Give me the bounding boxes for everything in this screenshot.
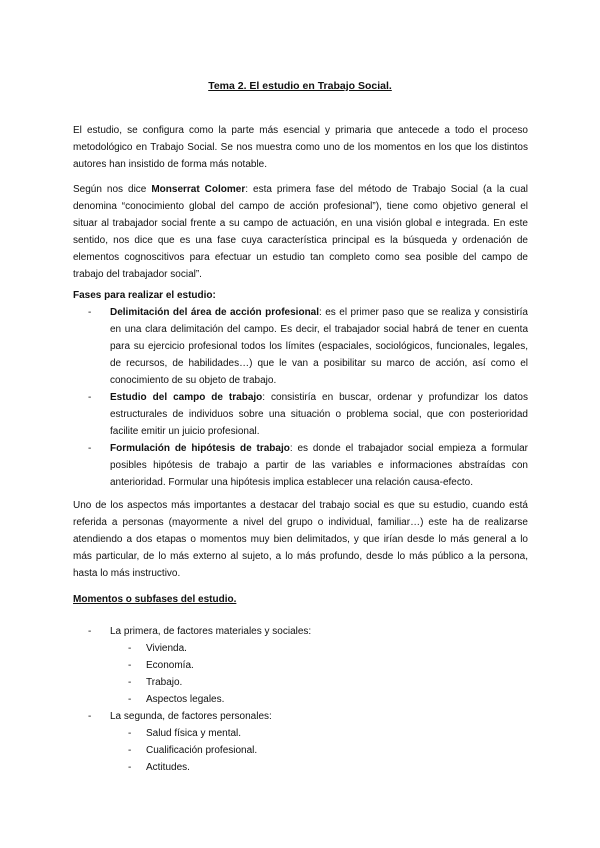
phase-term: Delimitación del área de acción profesional: [110, 307, 320, 318]
moment-subitem: [110, 725, 528, 742]
bullet-dash: -: [128, 762, 132, 773]
phase-item: [73, 389, 528, 440]
quote-paragraph: [73, 181, 528, 283]
moment-subitem: [110, 640, 528, 657]
moment-subitem: [110, 657, 528, 674]
bullet-dash: -: [128, 745, 132, 756]
moment-subitem: [110, 674, 528, 691]
phase-text: : es donde el trabajador social empieza a formular posibles hipótesis de trabajo a partir de las variables e informaciones abstraídas con anterioridad. Formular una hipótesis implica establecer una relación causa-efecto.: [110, 443, 528, 488]
phase-item: [73, 440, 528, 491]
bullet-dash: -: [88, 307, 92, 318]
moment-subitem-text: Cualificación profesional.: [146, 745, 258, 756]
quote-lead: Según nos dice: [73, 184, 152, 195]
bullet-dash: -: [128, 728, 132, 739]
quote-text: : esta primera fase del método de Trabajo Social (a la cual denomina “conocimiento global del campo de acción profesional”), tiene como objetivo general el situar al trabajador social frente a su campo de actuación, en una visión global e integrada. En este sentido, nos dice que es una fase cuya característica principal es la búsqueda y ordenación de elementos cognoscitivos para efectuar un estudio tan completo como sea posible del campo de trabajo del trabajador social”.: [73, 184, 529, 280]
bullet-dash: -: [88, 443, 92, 454]
phases-heading: Fases para realizar el estudio:: [73, 290, 216, 301]
quote-author: Monserrat Colomer: [151, 184, 246, 195]
phases-list: [73, 304, 528, 491]
moment-group: [73, 623, 528, 708]
document-title: Tema 2. El estudio en Trabajo Social.: [208, 80, 392, 92]
phase-text: : es el primer paso que se realiza y consistiría en una clara delimitación del campo. Es decir, el trabajador social habrá de tener en cuenta para su ejercicio profesional todos los límites (espaciales, sociológicos, funcionales, legales, de recursos, de habilidades…) que le van a posibilitar su marco de acción, así como el conocimiento de su objeto de trabajo.: [110, 307, 528, 386]
bullet-dash: -: [128, 643, 132, 654]
moment-sublist: [110, 640, 528, 708]
bullet-dash: -: [88, 711, 92, 722]
moment-subitem-text: Vivienda.: [146, 643, 187, 654]
bullet-dash: -: [88, 626, 92, 637]
moments-list: [73, 623, 528, 776]
moment-subitem-text: Salud física y mental.: [146, 728, 242, 739]
moment-sublist: [110, 725, 528, 776]
moment-subitem: [110, 759, 528, 776]
moments-heading: Momentos o subfases del estudio.: [73, 594, 237, 605]
bullet-dash: -: [128, 694, 132, 705]
moment-subitem-text: Aspectos legales.: [146, 694, 225, 705]
moment-group: [73, 708, 528, 776]
intro-paragraph: El estudio, se configura como la parte más esencial y primaria que antecede a todo el proceso metodológico en Trabajo Social. Se nos muestra como uno de los momentos en los que los distintos autores han insistido de forma más notable.: [73, 125, 528, 170]
phase-text: : consistiría en buscar, ordenar y profundizar los datos estructurales de individuos sobre una situación o problema social, que con posterioridad facilite emitir un juicio profesional.: [110, 392, 528, 437]
moment-subitem-text: Actitudes.: [146, 762, 190, 773]
moment-subitem-text: Trabajo.: [146, 677, 183, 688]
moment-subitem: [110, 742, 528, 759]
moment-group-label: La primera, de factores materiales y sociales:: [110, 626, 312, 637]
bullet-dash: -: [128, 677, 132, 688]
moment-group-label: La segunda, de factores personales:: [110, 711, 272, 722]
phase-term: Estudio del campo de trabajo: [110, 392, 263, 403]
aspects-paragraph: Uno de los aspectos más importantes a destacar del trabajo social es que su estudio, cuando está referida a personas (mayormente a nivel del grupo o individual, familiar…) este ha de realizarse atendiendo a dos etapas o momentos muy bien delimitados, y que irían desde lo más general a lo más particular, de lo más externo al sujeto, a lo más profundo, desde lo más público a la persona, hasta lo más instructivo.: [73, 500, 528, 579]
bullet-dash: -: [128, 660, 132, 671]
phase-item: [73, 304, 528, 389]
bullet-dash: -: [88, 392, 92, 403]
phase-term: Formulación de hipótesis de trabajo: [110, 443, 290, 454]
moment-subitem-text: Economía.: [146, 660, 194, 671]
moment-subitem: [110, 691, 528, 708]
